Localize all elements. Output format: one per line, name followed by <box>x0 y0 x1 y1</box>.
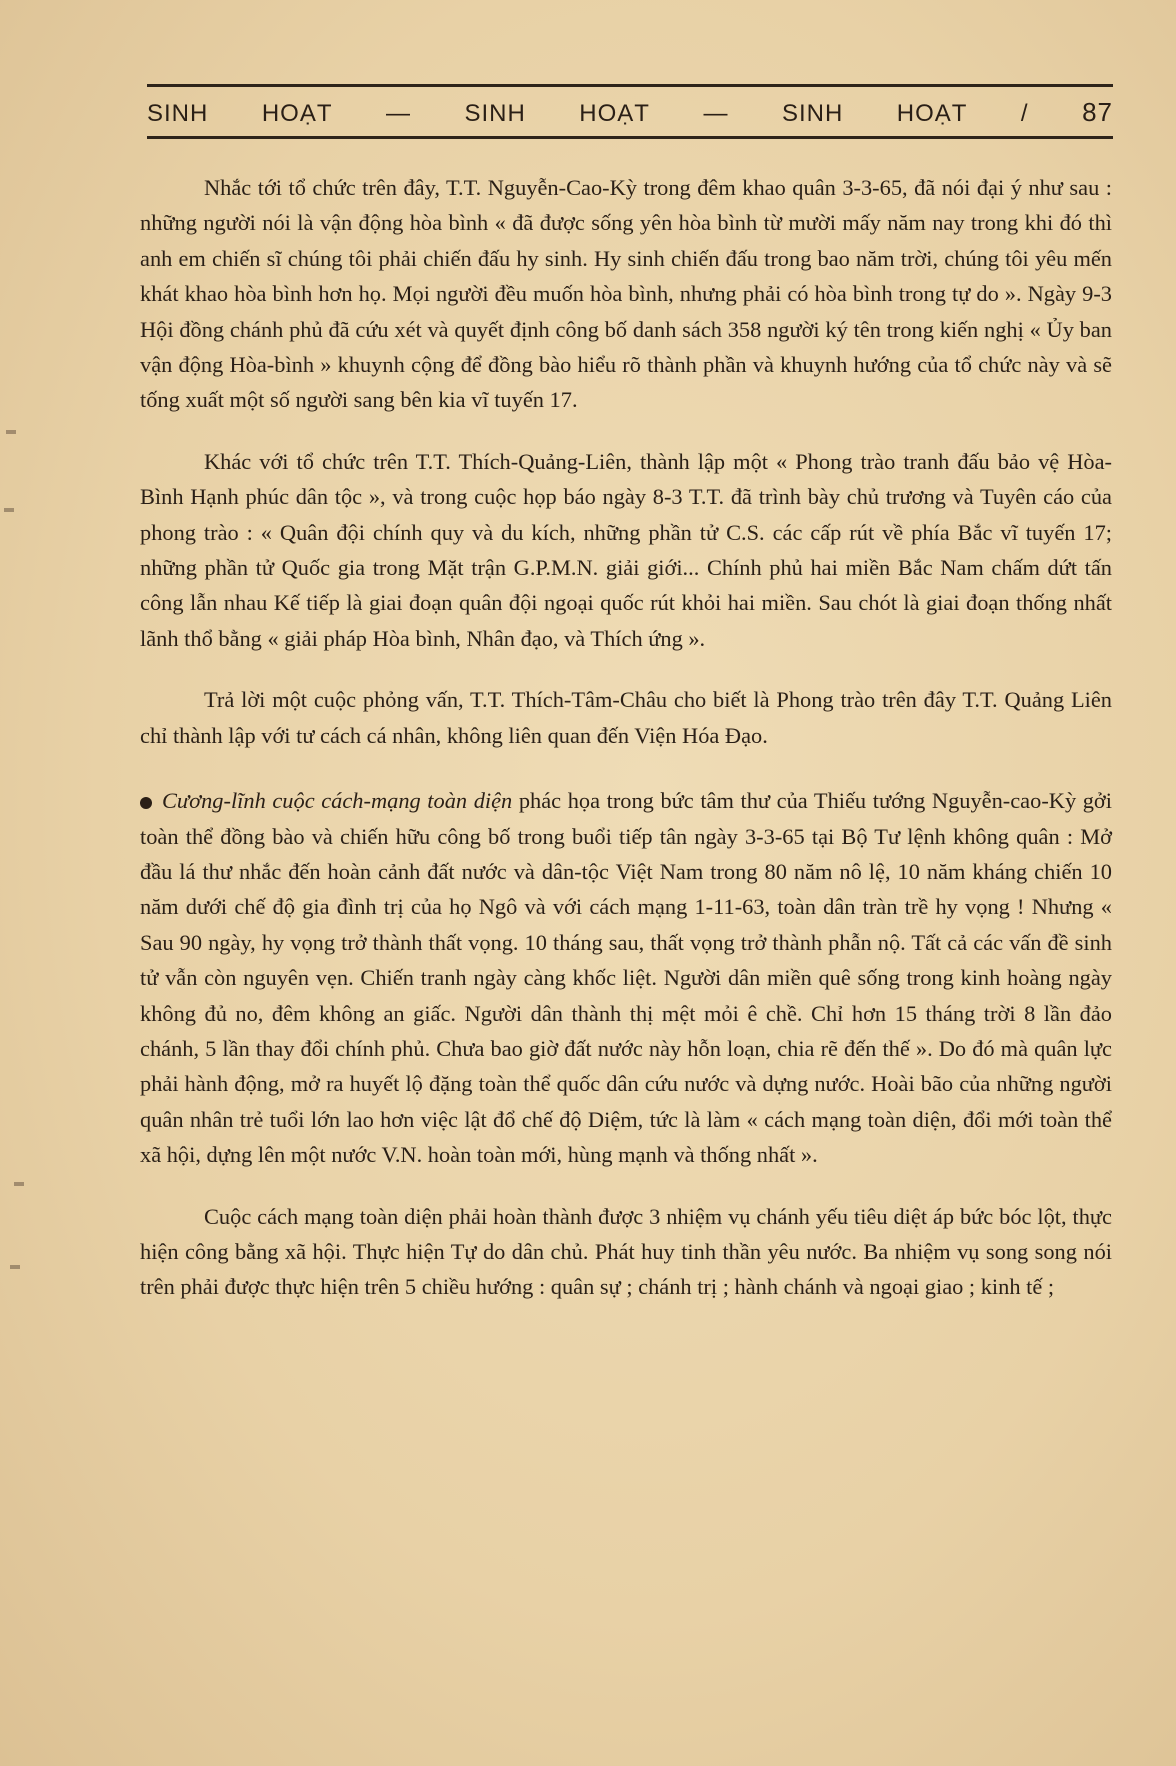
bullet-icon <box>140 797 152 809</box>
paragraph-4-lead: Cương-lĩnh cuộc cách-mạng toàn diện <box>162 788 513 814</box>
paragraph-2: Khác với tổ chức trên T.T. Thích-Quảng-Liên, thành lập một « Phong trào tranh đấu bảo vệ Hòa-Bình Hạnh phúc dân tộc », và trong cuộc họp báo ngày 8-3 T.T. đã trình bày chủ trương và Tuyên cáo của phong trào : « Quân đội chính quy và du kích, những phần tử C.S. các cấp rút về phía Bắc vĩ tuyến 17; những phần tử Quốc gia trong Mặt trận G.P.M.N. giải giới... Chính phủ hai miền Bắc Nam chấm dứt tấn công lẫn nhau Kế tiếp là giai đoạn quân đội ngoại quốc rút khỏi hai miền. Sau chót là giai đoạn thống nhất lãnh thổ bằng « giải pháp Hòa bình, Nhân đạo, và Thích ứng ». <box>140 448 1112 651</box>
running-head-word: SINH <box>464 100 526 127</box>
page-header <box>147 84 1113 139</box>
paragraph-3: Trả lời một cuộc phỏng vấn, T.T. Thích-Tâm-Châu cho biết là Phong trào trên đây T.T. Quảng Liên chỉ thành lập với tư cách cá nhân, không liên quan đến Viện Hóa Đạo. <box>140 687 1112 748</box>
running-head-word: HOẠT <box>896 100 968 127</box>
margin-mark <box>14 1182 24 1186</box>
paragraph-4-text: phác họa trong bức tâm thư của Thiếu tướng Nguyễn-cao-Kỳ gởi toàn thể đồng bào và chiến hữu công bố trong buổi tiếp tân ngày 3-3-65 tại Bộ Tư lệnh không quân : Mở đầu lá thư nhắc đến hoàn cảnh đất nước và dân-tộc Việt Nam trong 80 năm nô lệ, 10 năm kháng chiến 10 năm dưới chế độ gia đình trị của họ Ngô và với cách mạng 1-11-63, toàn dân tràn trề hy vọng ! Nhưng « Sau 90 ngày, hy vọng trở thành thất vọng. 10 tháng sau, thất vọng trở thành phẫn nộ. Tất cả các vấn đề sinh tử vẫn còn nguyên vẹn. Chiến tranh ngày càng khốc liệt. Người dân miền quê sống trong kinh hoàng ngày không đủ no, đêm không an giấc. Người dân thành thị mệt mỏi ê chề. Chỉ hơn 15 tháng trời 8 lần đảo chánh, 5 lần thay đổi chính phủ. Chưa bao giờ đất nước này hỗn loạn, chia rẽ đến thế ». Do đó mà quân lực phải hành động, mở ra huyết lộ đặng toàn thể quốc dân cứu nước và dựng nước. Hoài bão của những người quân nhân trẻ tuổi lớn lao hơn việc lật đổ chế độ Diệm, tức là làm « cách mạng toàn diện, đổi mới toàn thể xã hội, dựng lên một nước V.N. hoàn toàn mới, hùng mạnh và thống nhất ». <box>140 788 1112 1168</box>
margin-mark <box>6 430 16 434</box>
margin-mark <box>10 1265 20 1269</box>
paragraph-4 <box>140 783 1112 1172</box>
running-head-slash: / <box>1020 100 1029 127</box>
paragraph-5: Cuộc cách mạng toàn diện phải hoàn thành được 3 nhiệm vụ chánh yếu tiêu diệt áp bức bóc lột, thực hiện công bằng xã hội. Thực hiện Tự do dân chủ. Phát huy tinh thần yêu nước. Ba nhiệm vụ song song nói trên phải được thực hiện trên 5 chiều hướng : quân sự ; chánh trị ; hành chánh và ngoại giao ; kinh tế ; <box>140 1203 1112 1300</box>
header-rule-bottom <box>147 136 1113 139</box>
running-head-word: SINH <box>147 100 209 127</box>
page-number: 87 <box>1082 97 1113 127</box>
margin-mark <box>4 508 14 512</box>
running-head-word: SINH <box>781 100 844 127</box>
running-head-dash: — <box>703 100 729 127</box>
running-head-dash: — <box>385 100 411 127</box>
header-rule-top <box>147 84 1113 87</box>
running-head-word: HOẠT <box>261 100 333 127</box>
paragraph-1: Nhắc tới tổ chức trên đây, T.T. Nguyễn-Cao-Kỳ trong đêm khao quân 3-3-65, đã nói đại ý như sau : những người nói là vận động hòa bình « đã được sống yên hòa bình từ mười mấy năm nay trong khi đó thì anh em chiến sĩ chúng tôi phải chiến đấu hy sinh. Hy sinh chiến đấu trong bao năm trời, chúng tôi yêu mến khát khao hòa bình hơn họ. Mọi người đều muốn hòa bình, nhưng phải có hòa bình trong tự do ». Ngày 9-3 Hội đồng chánh phủ đã cứu xét và quyết định công bố danh sách 358 người ký tên trong kiến nghị « Ủy ban vận động Hòa-bình » khuynh cộng để đồng bào hiểu rõ thành phần và khuynh hướng của tổ chức này và sẽ tống xuất một số người sang bên kia vĩ tuyến 17. <box>140 175 1112 413</box>
running-head-word: HOẠT <box>579 100 650 127</box>
article-body <box>140 170 1112 1331</box>
running-head <box>147 97 1113 128</box>
